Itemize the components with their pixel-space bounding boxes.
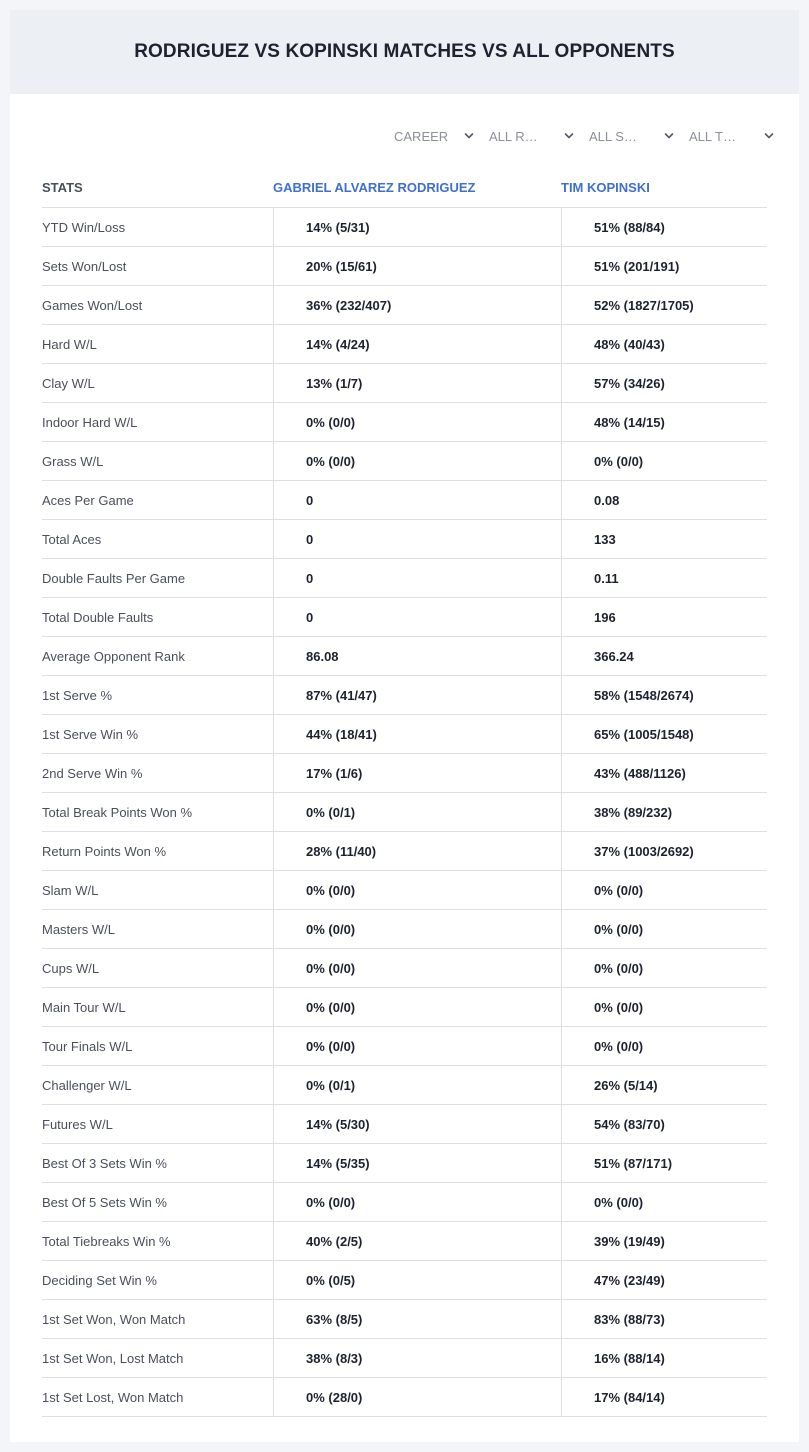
player2-value: 17% (84/14) <box>561 1378 767 1416</box>
table-row <box>42 637 767 676</box>
player2-value: 16% (88/14) <box>561 1339 767 1377</box>
table-body <box>42 208 767 1417</box>
player2-value: 52% (1827/1705) <box>561 286 767 324</box>
stat-label: Best Of 5 Sets Win % <box>42 1194 167 1210</box>
player2-value: 37% (1003/2692) <box>561 832 767 870</box>
player2-value: 58% (1548/2674) <box>561 676 767 714</box>
player2-value: 0% (0/0) <box>561 988 767 1026</box>
player2-value: 26% (5/14) <box>561 1066 767 1104</box>
table-row <box>42 442 767 481</box>
player2-value: 0% (0/0) <box>561 442 767 480</box>
stats-table <box>42 168 767 1417</box>
player1-value: 14% (5/30) <box>273 1105 561 1143</box>
player1-value: 0 <box>273 559 561 597</box>
player1-value: 0% (0/0) <box>273 988 561 1026</box>
player1-value: 63% (8/5) <box>273 1300 561 1338</box>
player2-value: 0% (0/0) <box>561 1027 767 1065</box>
table-row <box>42 754 767 793</box>
column-header-player2-link[interactable]: TIM KOPINSKI <box>561 180 650 195</box>
player1-value: 20% (15/61) <box>273 247 561 285</box>
player1-value: 36% (232/407) <box>273 286 561 324</box>
stat-label: Total Aces <box>42 531 102 547</box>
table-row <box>42 598 767 637</box>
player1-value: 0% (28/0) <box>273 1378 561 1416</box>
stat-label: Slam W/L <box>42 882 99 898</box>
stat-label: Indoor Hard W/L <box>42 414 138 430</box>
table-row <box>42 1027 767 1066</box>
player1-value: 14% (4/24) <box>273 325 561 363</box>
filter-surface-label: ALL S… <box>589 128 637 144</box>
table-row <box>42 364 767 403</box>
player2-value: 43% (488/1126) <box>561 754 767 792</box>
table-row <box>42 1222 767 1261</box>
stat-label: Hard W/L <box>42 336 97 352</box>
stat-label: Aces Per Game <box>42 492 134 508</box>
stat-label: Games Won/Lost <box>42 297 143 313</box>
player1-value: 14% (5/31) <box>273 208 561 246</box>
stat-label: Average Opponent Rank <box>42 648 185 664</box>
card-header <box>10 10 799 94</box>
table-row <box>42 1183 767 1222</box>
stat-label: Deciding Set Win % <box>42 1272 157 1288</box>
player1-value: 0% (0/0) <box>273 871 561 909</box>
player2-value: 48% (40/43) <box>561 325 767 363</box>
stat-label: Futures W/L <box>42 1116 113 1132</box>
table-row <box>42 325 767 364</box>
table-row <box>42 949 767 988</box>
table-header <box>42 168 767 208</box>
player2-value: 39% (19/49) <box>561 1222 767 1260</box>
player1-value: 0 <box>273 598 561 636</box>
player2-value: 47% (23/49) <box>561 1261 767 1299</box>
table-row <box>42 910 767 949</box>
player2-value: 0% (0/0) <box>561 1183 767 1221</box>
player1-value: 0 <box>273 481 561 519</box>
player2-value: 83% (88/73) <box>561 1300 767 1338</box>
stat-label: 1st Serve % <box>42 687 113 703</box>
player1-value: 0% (0/0) <box>273 403 561 441</box>
player2-value: 0% (0/0) <box>561 949 767 987</box>
player2-value: 57% (34/26) <box>561 364 767 402</box>
stat-label: 1st Set Won, Lost Match <box>42 1350 184 1366</box>
table-row <box>42 988 767 1027</box>
column-header-player1-link[interactable]: GABRIEL ALVAREZ RODRIGUEZ <box>273 180 476 195</box>
player1-value: 28% (11/40) <box>273 832 561 870</box>
table-row <box>42 793 767 832</box>
player1-value: 40% (2/5) <box>273 1222 561 1260</box>
table-row <box>42 286 767 325</box>
stat-label: Sets Won/Lost <box>42 258 127 274</box>
player1-value: 0 <box>273 520 561 558</box>
stat-label: Total Break Points Won % <box>42 804 193 820</box>
table-row <box>42 871 767 910</box>
stat-label: 1st Serve Win % <box>42 726 139 742</box>
table-row <box>42 676 767 715</box>
stat-label: Total Double Faults <box>42 609 154 625</box>
stat-label: Grass W/L <box>42 453 104 469</box>
table-row <box>42 1144 767 1183</box>
player2-value: 51% (201/191) <box>561 247 767 285</box>
table-row <box>42 1066 767 1105</box>
stats-card <box>10 10 799 1442</box>
player2-value: 65% (1005/1548) <box>561 715 767 753</box>
player2-value: 51% (87/171) <box>561 1144 767 1182</box>
player1-value: 13% (1/7) <box>273 364 561 402</box>
table-row <box>42 247 767 286</box>
player2-value: 0% (0/0) <box>561 910 767 948</box>
player1-value: 44% (18/41) <box>273 715 561 753</box>
player1-value: 0% (0/0) <box>273 1027 561 1065</box>
player2-value: 366.24 <box>561 637 767 675</box>
filter-period-dropdown[interactable] <box>384 126 484 146</box>
table-row <box>42 1105 767 1144</box>
column-header-stats: STATS <box>42 180 83 195</box>
table-row <box>42 403 767 442</box>
stat-label: YTD Win/Loss <box>42 219 126 235</box>
player2-value: 0% (0/0) <box>561 871 767 909</box>
filter-surface-dropdown[interactable] <box>584 126 684 146</box>
filter-round-dropdown[interactable] <box>484 126 584 146</box>
stat-label: 1st Set Won, Won Match <box>42 1311 186 1327</box>
table-row <box>42 208 767 247</box>
player2-value: 0.11 <box>561 559 767 597</box>
stat-label: Masters W/L <box>42 921 115 937</box>
stat-label: Double Faults Per Game <box>42 570 186 586</box>
player2-value: 51% (88/84) <box>561 208 767 246</box>
table-row <box>42 832 767 871</box>
table-row <box>42 1339 767 1378</box>
table-row <box>42 481 767 520</box>
table-row <box>42 1261 767 1300</box>
chevron-down-icon <box>664 131 674 141</box>
player1-value: 86.08 <box>273 637 561 675</box>
player1-value: 0% (0/0) <box>273 1183 561 1221</box>
player1-value: 0% (0/0) <box>273 949 561 987</box>
player1-value: 14% (5/35) <box>273 1144 561 1182</box>
filter-tournament-dropdown[interactable] <box>684 126 784 146</box>
chevron-down-icon <box>464 131 474 141</box>
filter-round-label: ALL R… <box>489 128 538 144</box>
table-row <box>42 559 767 598</box>
stat-label: Tour Finals W/L <box>42 1038 133 1054</box>
page-title: RODRIGUEZ VS KOPINSKI MATCHES VS ALL OPPONENTS <box>134 41 675 62</box>
stat-label: 1st Set Lost, Won Match <box>42 1389 184 1405</box>
table-row <box>42 520 767 559</box>
table-row <box>42 1300 767 1339</box>
stat-label: Cups W/L <box>42 960 100 976</box>
player1-value: 0% (0/5) <box>273 1261 561 1299</box>
filter-period-label: CAREER <box>394 128 449 144</box>
stat-label: Best Of 3 Sets Win % <box>42 1155 167 1171</box>
player1-value: 87% (41/47) <box>273 676 561 714</box>
table-row <box>42 715 767 754</box>
stat-label: Return Points Won % <box>42 843 167 859</box>
player1-value: 17% (1/6) <box>273 754 561 792</box>
player2-value: 48% (14/15) <box>561 403 767 441</box>
player2-value: 54% (83/70) <box>561 1105 767 1143</box>
stat-label: Challenger W/L <box>42 1077 132 1093</box>
player1-value: 0% (0/0) <box>273 910 561 948</box>
player1-value: 0% (0/0) <box>273 442 561 480</box>
stat-label: Total Tiebreaks Win % <box>42 1233 171 1249</box>
stat-label: 2nd Serve Win % <box>42 765 143 781</box>
player1-value: 0% (0/1) <box>273 793 561 831</box>
chevron-down-icon <box>564 131 574 141</box>
player2-value: 133 <box>561 520 767 558</box>
player1-value: 38% (8/3) <box>273 1339 561 1377</box>
stat-label: Main Tour W/L <box>42 999 126 1015</box>
player2-value: 38% (89/232) <box>561 793 767 831</box>
filter-bar <box>384 126 784 146</box>
table-row <box>42 1378 767 1417</box>
stat-label: Clay W/L <box>42 375 95 391</box>
filter-tournament-label: ALL T… <box>689 128 736 144</box>
player2-value: 0.08 <box>561 481 767 519</box>
chevron-down-icon <box>764 131 774 141</box>
player2-value: 196 <box>561 598 767 636</box>
player1-value: 0% (0/1) <box>273 1066 561 1104</box>
